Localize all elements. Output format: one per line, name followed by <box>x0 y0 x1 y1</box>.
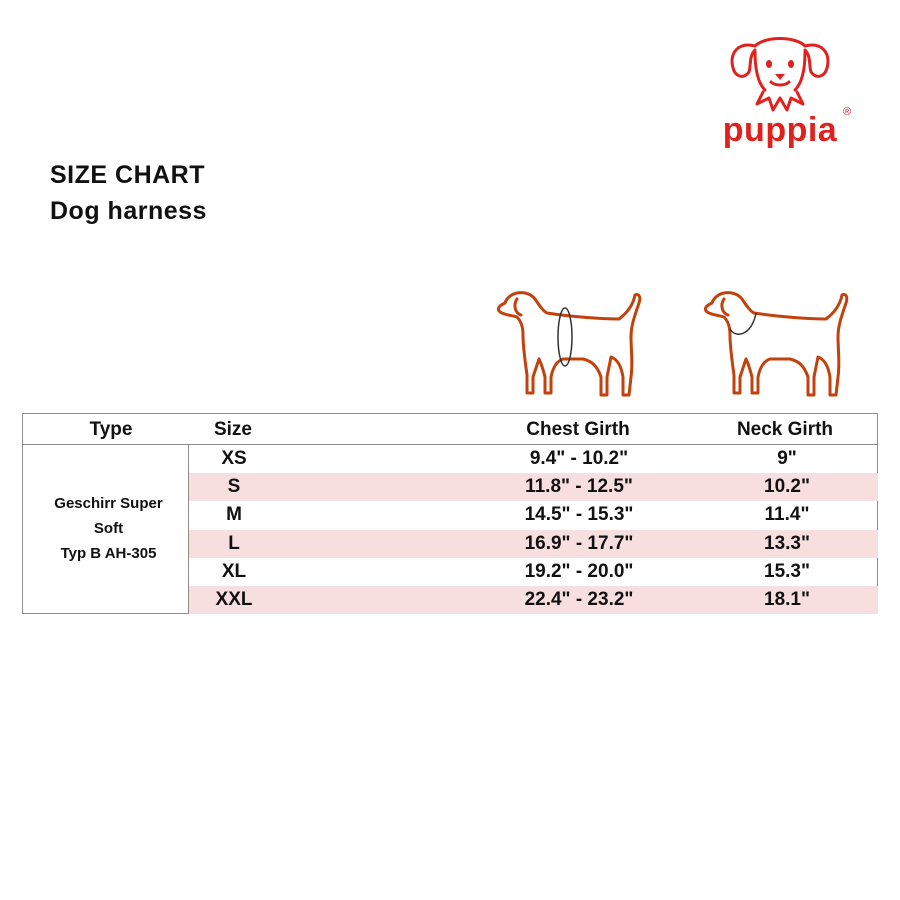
dog-face-logo-icon <box>725 32 835 112</box>
size-chart-table <box>22 413 878 614</box>
size-cell: S <box>227 476 241 498</box>
table-row <box>189 473 878 501</box>
neck-girth-cell: 9" <box>777 448 797 469</box>
size-cell: XL <box>221 560 247 582</box>
chest-girth-cell: 9.4" - 10.2" <box>529 448 629 469</box>
neck-girth-cell: 11.4" <box>764 504 810 526</box>
brand-logo <box>700 32 860 152</box>
size-cell: XS <box>221 448 247 469</box>
size-rows <box>189 445 878 614</box>
dog-chest-measure-icon <box>493 285 653 405</box>
table-row <box>189 558 878 586</box>
chest-girth-cell: 19.2" - 20.0" <box>524 560 634 582</box>
chest-girth-cell: 14.5" - 15.3" <box>524 504 634 526</box>
registered-mark: ® <box>843 106 852 118</box>
size-cell: M <box>226 504 242 526</box>
neck-girth-cell: 13.3" <box>764 532 810 554</box>
chest-girth-cell: 11.8" - 12.5" <box>525 476 633 498</box>
neck-girth-cell: 10.2" <box>764 476 810 498</box>
header-size: Size <box>213 419 253 440</box>
size-cell: L <box>228 532 240 554</box>
product-type-cell <box>23 445 189 614</box>
brand-name: puppia <box>722 111 838 149</box>
header-neck-girth: Neck Girth <box>736 419 834 440</box>
header-chest-girth: Chest Girth <box>526 419 630 440</box>
chest-girth-cell: 16.9" - 17.7" <box>524 532 634 554</box>
neck-girth-cell: 18.1" <box>764 589 810 610</box>
chest-girth-cell: 22.4" - 23.2" <box>524 589 634 610</box>
table-header <box>23 414 877 445</box>
table-row <box>189 586 878 614</box>
size-cell: XXL <box>215 589 253 610</box>
table-row <box>189 501 878 529</box>
page-subtitle: Dog harness <box>50 197 207 225</box>
neck-girth-cell: 15.3" <box>764 560 810 582</box>
dog-neck-measure-icon <box>700 285 860 405</box>
table-row <box>189 530 878 558</box>
page-title: SIZE CHART <box>50 161 205 189</box>
header-type: Type <box>89 419 133 440</box>
product-type-label: Geschirr Super Soft Typ B AH-305 <box>54 495 163 562</box>
table-row <box>189 445 878 473</box>
